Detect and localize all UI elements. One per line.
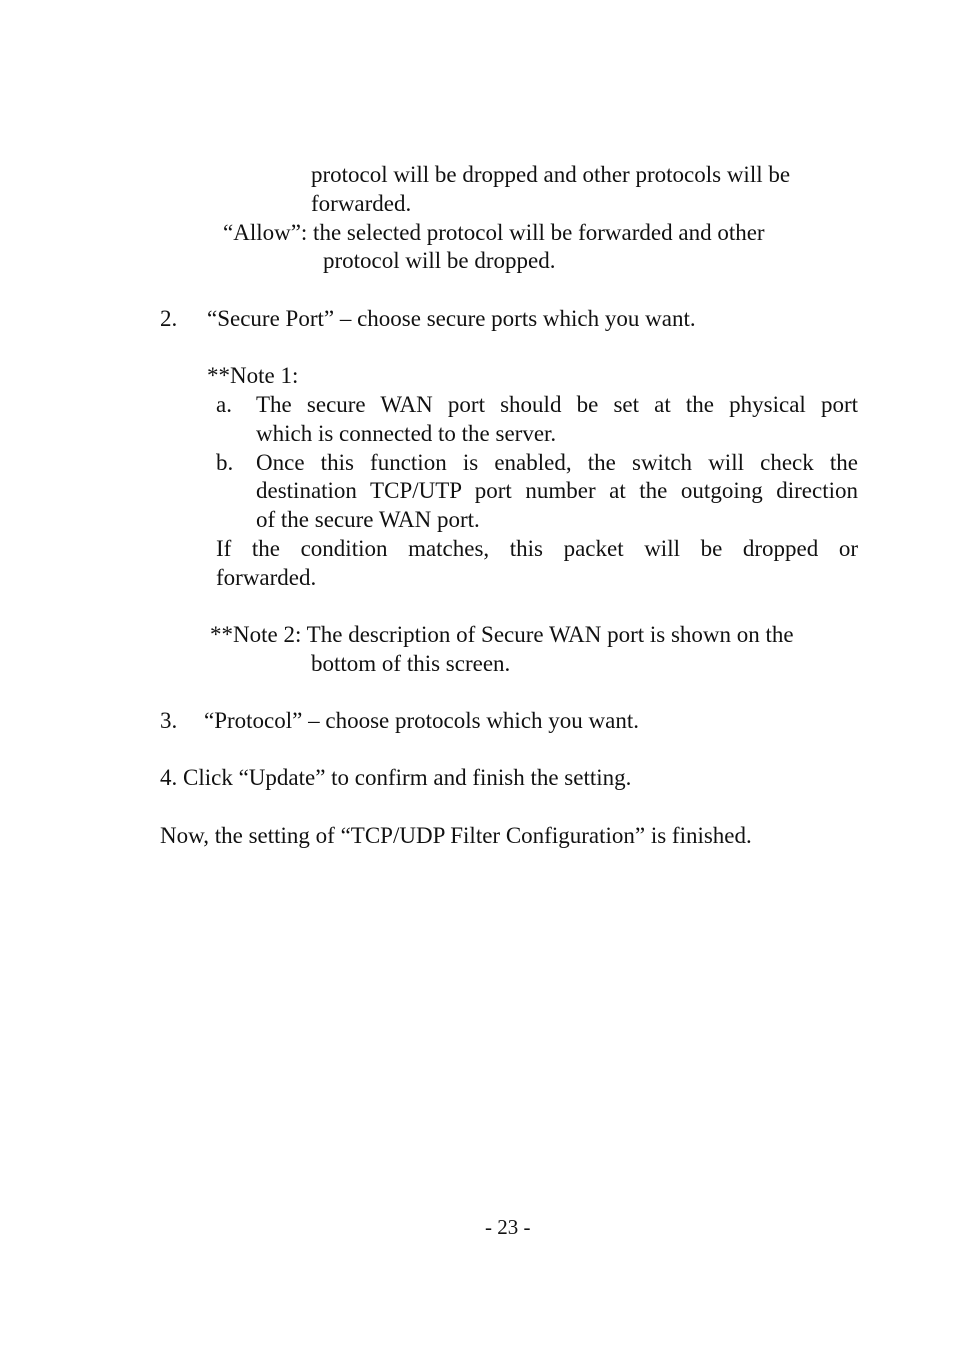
- allow-description-line2: protocol will be dropped.: [323, 248, 556, 273]
- note1-b-line3: of the secure WAN port.: [256, 507, 480, 532]
- note1-b-line2: destination TCP/UTP port number at the outgoing direction: [256, 478, 858, 503]
- item2-number: 2.: [160, 306, 178, 331]
- item3-number: 3.: [160, 708, 178, 733]
- allow-description-line1: “Allow”: the selected protocol will be forwarded and other: [223, 220, 765, 245]
- note2-line1: **Note 2: The description of Secure WAN port is shown on the: [210, 622, 794, 647]
- condition-line2: forwarded.: [216, 565, 317, 590]
- page-number: - 23 -: [485, 1215, 531, 1239]
- closing-sentence: Now, the setting of “TCP/UDP Filter Configuration” is finished.: [160, 823, 752, 848]
- note1-b-marker: b.: [216, 450, 234, 475]
- condition-line1: If the condition matches, this packet will be dropped or: [216, 536, 858, 561]
- item3-text: “Protocol” – choose protocols which you want.: [204, 708, 639, 733]
- item4-text: 4. Click “Update” to confirm and finish the setting.: [160, 765, 632, 790]
- note1-heading: **Note 1:: [207, 363, 299, 388]
- item2-text: “Secure Port” – choose secure ports which you want.: [207, 306, 696, 331]
- note1-a-line2: which is connected to the server.: [256, 421, 557, 446]
- note1-b-line1: Once this function is enabled, the switch will check the: [256, 450, 858, 475]
- note1-a-marker: a.: [216, 392, 232, 417]
- deny-continuation-line1: protocol will be dropped and other protocols will be: [311, 162, 791, 187]
- note1-a-line1: The secure WAN port should be set at the physical port: [256, 392, 858, 417]
- deny-continuation-line2: forwarded.: [311, 191, 412, 216]
- note2-line2: bottom of this screen.: [311, 651, 511, 676]
